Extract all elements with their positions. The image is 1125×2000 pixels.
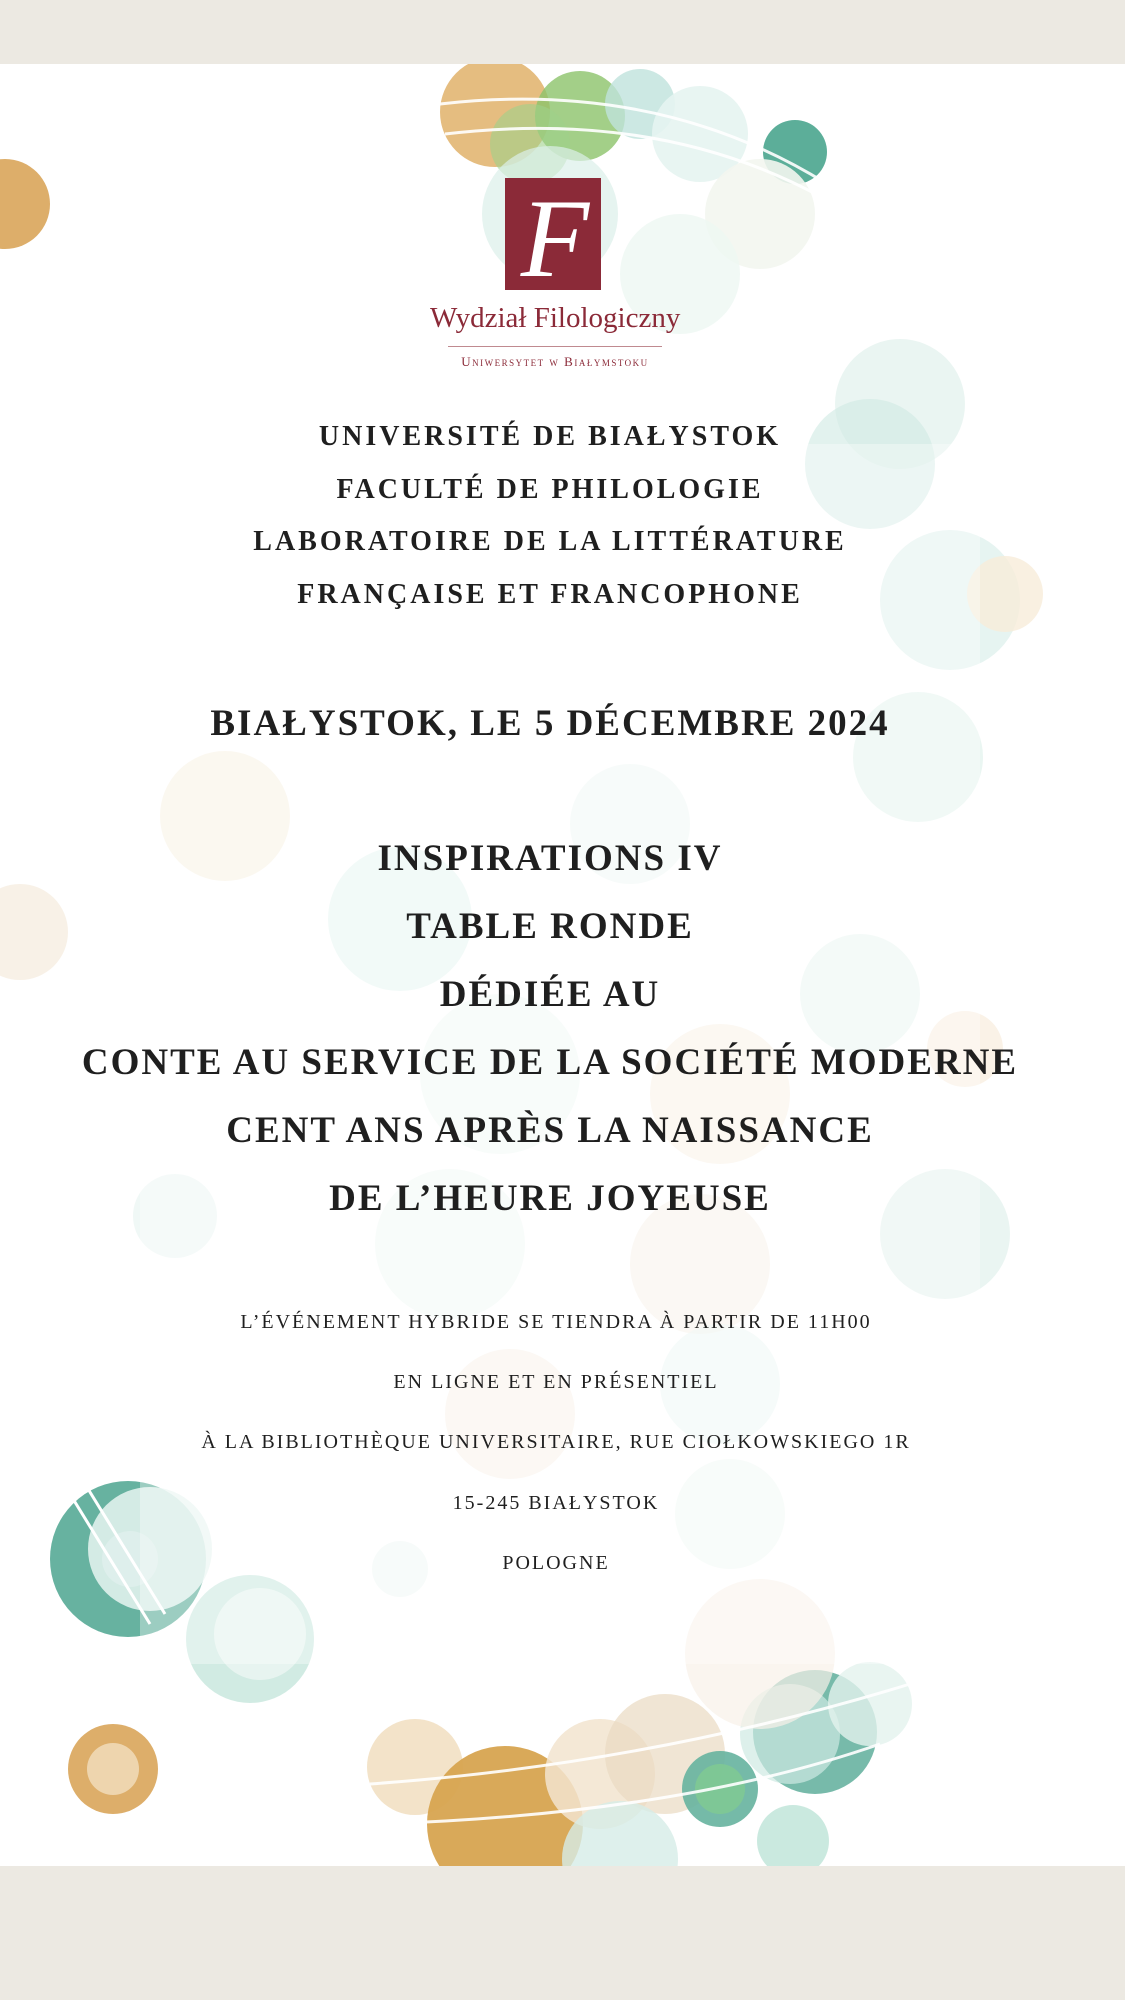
event-date: BIAŁYSTOK, LE 5 DÉCEMBRE 2024	[210, 703, 890, 744]
logo-university-name: Uniwersytet w Białymstoku	[461, 354, 649, 369]
logo-divider	[448, 346, 662, 347]
detail-line-4: 15-245 BIAŁYSTOK	[452, 1492, 660, 1514]
institution-line-2: FACULTÉ DE PHILOLOGIE	[336, 474, 764, 505]
detail-line-1: L’ÉVÉNEMENT HYBRIDE SE TIENDRA À PARTIR DE 11H00	[240, 1311, 872, 1333]
title-line-5: CENT ANS APRÈS LA NAISSANCE	[226, 1110, 874, 1151]
emblem-letter: F	[520, 178, 590, 290]
institution-line-3: LABORATOIRE DE LA LITTÉRATURE	[253, 526, 847, 557]
title-line-6: DE L’HEURE JOYEUSE	[329, 1178, 771, 1219]
title-line-3: DÉDIÉE AU	[439, 974, 661, 1015]
logo-faculty-name: Wydział Filologiczny	[430, 302, 681, 334]
title-line-4: CONTE AU SERVICE DE LA SOCIÉTÉ MODERNE	[81, 1042, 1019, 1083]
faculty-f-emblem	[505, 178, 601, 290]
poster-page	[0, 64, 1125, 1866]
institution-line-4: FRANÇAISE ET FRANCOPHONE	[297, 579, 803, 610]
detail-line-5: POLOGNE	[502, 1552, 610, 1574]
detail-line-3: À LA BIBLIOTHÈQUE UNIVERSITAIRE, RUE CIOŁKOWSKIEGO 1R	[201, 1431, 911, 1453]
title-line-2: TABLE RONDE	[406, 906, 694, 947]
faculty-logo	[430, 178, 680, 448]
title-line-1: INSPIRATIONS IV	[377, 838, 723, 879]
institution-line-1: UNIVERSITÉ DE BIAŁYSTOK	[318, 421, 782, 452]
detail-line-2: EN LIGNE ET EN PRÉSENTIEL	[393, 1371, 719, 1393]
